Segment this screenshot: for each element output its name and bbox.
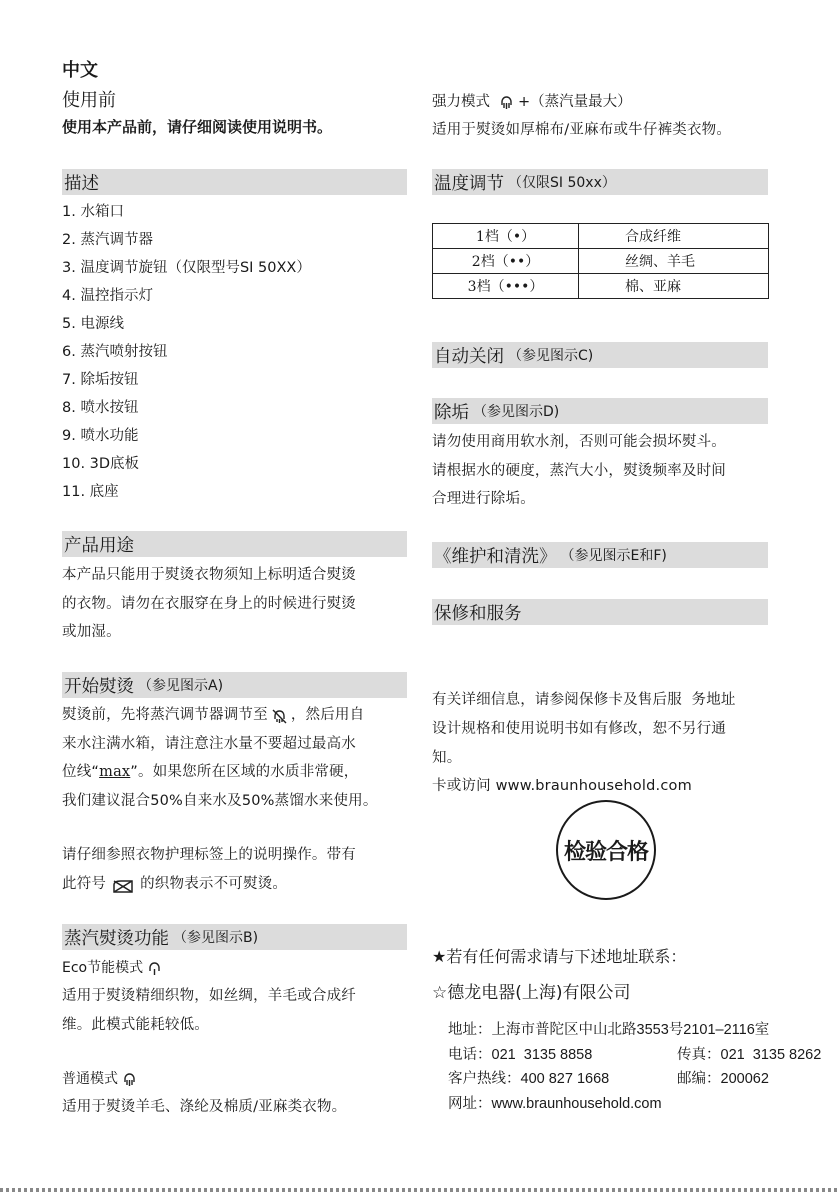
table-cell: 3档（•••） <box>433 274 579 299</box>
temperature-table <box>432 223 769 299</box>
postcode-line: 邮编：200062 <box>677 1071 769 1087</box>
start-ironing-title: 开始熨烫 <box>64 676 134 697</box>
phone-fax-row <box>448 1043 822 1068</box>
maintenance-ref: （参见图示E和F) <box>560 548 667 564</box>
service-title: 保修和服务 <box>434 603 522 624</box>
strong-suffix-text: +（蒸汽量最大） <box>518 94 632 110</box>
text-line: 有关详细信息，请参阅保修卡及售后服 务地址 <box>432 692 736 708</box>
list-item: 4. 温控指示灯 <box>62 288 153 304</box>
list-item: 6. 蒸汽喷射按钮 <box>62 344 168 360</box>
list-item: 10. 3D底板 <box>62 456 140 472</box>
text-line <box>62 758 407 787</box>
no-iron-icon <box>112 876 134 891</box>
text-line <box>62 701 407 730</box>
steam-eco-icon <box>146 960 163 977</box>
normal-label-text: 普通模式 <box>62 1071 118 1087</box>
text-line: 请勿使用商用软水剂，否则可能会损坏熨斗。 <box>432 434 726 450</box>
address-line: 地址：上海市普陀区中山北路3553号2101–2116室 <box>448 1022 770 1038</box>
steam-function-ref: （参见图示B) <box>173 930 259 946</box>
text-span: ”。如果您所在区域的水质非常硬， <box>130 764 359 780</box>
auto-off-title: 自动关闭 <box>434 346 504 367</box>
before-use-title: 使用前 <box>62 90 116 111</box>
text-span: ，然后用自 <box>290 707 365 723</box>
usage-title: 产品用途 <box>64 535 134 556</box>
text-line: 请仔细参照衣物护理标签上的说明操作。带有 <box>62 847 356 863</box>
usage-header <box>62 531 407 557</box>
steam-function-title: 蒸汽熨烫功能 <box>64 928 169 949</box>
hotline-line: 客户热线：400 827 1668 <box>448 1071 610 1087</box>
auto-off-ref: （参见图示C) <box>508 348 594 364</box>
temperature-ref: （仅限SI 50xx） <box>508 175 616 191</box>
list-item: 5. 电源线 <box>62 316 124 332</box>
temperature-title: 温度调节 <box>434 173 504 194</box>
description-header <box>62 169 407 195</box>
descale-header <box>432 398 768 424</box>
text-line: 适用于熨烫精细织物，如丝绸，羊毛或合成纤 <box>62 988 356 1004</box>
list-item: 3. 温度调节旋钮（仅限型号SI 50XX） <box>62 260 311 276</box>
list-item: 8. 喷水按钮 <box>62 400 139 416</box>
text-line: 卡或访问 www.braunhousehold.com <box>432 777 692 794</box>
language-heading: 中文 <box>62 60 98 81</box>
strong-mode-label <box>432 89 632 115</box>
eco-mode-text <box>62 982 356 1039</box>
description-list <box>62 198 311 506</box>
table-row <box>433 224 769 249</box>
list-item: 2. 蒸汽调节器 <box>62 232 153 248</box>
normal-mode-label <box>62 1066 141 1092</box>
temperature-header <box>432 169 768 195</box>
text-line: 知。 <box>432 749 462 766</box>
table-cell: 合成纤维 <box>579 224 769 249</box>
eco-label-text: Eco节能模式 <box>62 960 144 976</box>
phone-line: 电话：021 3135 8858 <box>448 1046 593 1063</box>
stamp-text: 检验合格 <box>563 838 648 865</box>
website-line: 网址：www.braunhousehold.com <box>448 1095 662 1112</box>
text-line: 请根据水的硬度，蒸汽大小，熨烫频率及时间 <box>432 462 726 479</box>
maintenance-header <box>432 542 768 568</box>
start-ironing-header <box>62 672 407 698</box>
steam-off-icon <box>271 707 288 724</box>
text-span: 此符号 <box>62 875 107 892</box>
descale-text <box>432 428 726 514</box>
max-mark: max <box>99 764 131 780</box>
page-bottom-rule <box>0 1188 840 1192</box>
table-row <box>433 249 769 274</box>
auto-off-header <box>432 342 768 368</box>
descale-title: 除垢 <box>434 402 469 423</box>
hotline-postcode-row <box>448 1067 818 1092</box>
steam-normal-icon <box>121 1071 138 1088</box>
descale-ref: （参见图示D) <box>473 404 560 420</box>
list-item: 11. 底座 <box>62 484 119 500</box>
list-item: 1. 水箱口 <box>62 204 124 220</box>
strong-mode-text: 适用于熨烫如厚棉布/亚麻布或牛仔裤类衣物。 <box>432 122 732 138</box>
strong-label-text: 强力模式 <box>432 94 490 110</box>
usage-text <box>62 561 356 647</box>
table-cell: 丝绸、羊毛 <box>579 249 769 274</box>
text-line: 我们建议混合50%自来水及50%蒸馏水来使用。 <box>62 792 378 809</box>
steam-function-header <box>62 924 407 950</box>
fax-line: 传真：021 3135 8262 <box>677 1046 822 1063</box>
list-item: 7. 除垢按钮 <box>62 372 139 388</box>
text-span: 的织物表示不可熨烫。 <box>140 875 288 892</box>
text-line: 设计规格和使用说明书如有修改，恕不另行通 <box>432 721 726 737</box>
text-line: 维。此模式能耗较低。 <box>62 1016 209 1033</box>
text-line: 合理进行除垢。 <box>432 491 535 507</box>
eco-mode-label <box>62 955 166 981</box>
service-header <box>432 599 768 625</box>
text-span: 熨烫前，先将蒸汽调节器调节至 <box>62 707 268 723</box>
table-row <box>433 274 769 299</box>
text-line: 来水注满水箱，请注意注水量不要超过最高水 <box>62 735 356 752</box>
company-name: ☆德龙电器(上海)有限公司 <box>432 983 631 1003</box>
start-ironing-text <box>62 701 407 815</box>
text-line: 本产品只能用于熨烫衣物须知上标明适合熨烫 <box>62 567 356 583</box>
steam-strong-icon <box>498 94 515 111</box>
care-label-text <box>62 841 356 898</box>
normal-mode-text: 适用于熨烫羊毛、涤纶及棉质/亚麻类衣物。 <box>62 1099 347 1115</box>
description-title: 描述 <box>64 173 99 194</box>
maintenance-title: 《维护和清洗》 <box>434 546 557 567</box>
before-use-text: 使用本产品前，请仔细阅读使用说明书。 <box>62 118 333 136</box>
table-cell: 1档（•） <box>433 224 579 249</box>
table-cell: 棉、亚麻 <box>579 274 769 299</box>
notice-text <box>432 715 726 772</box>
contact-header: ★若有任何需求请与下述地址联系： <box>432 947 687 966</box>
inspection-stamp <box>556 800 656 900</box>
contact-block <box>448 1018 822 1116</box>
start-ironing-ref: （参见图示A) <box>138 678 224 694</box>
text-line: 的衣物。请勿在衣服穿在身上的时候进行熨烫 <box>62 595 356 612</box>
text-line <box>62 870 356 899</box>
text-line: 或加湿。 <box>62 624 121 640</box>
list-item: 9. 喷水功能 <box>62 428 139 444</box>
text-span: 位线“ <box>62 764 100 780</box>
table-cell: 2档（••） <box>433 249 579 274</box>
